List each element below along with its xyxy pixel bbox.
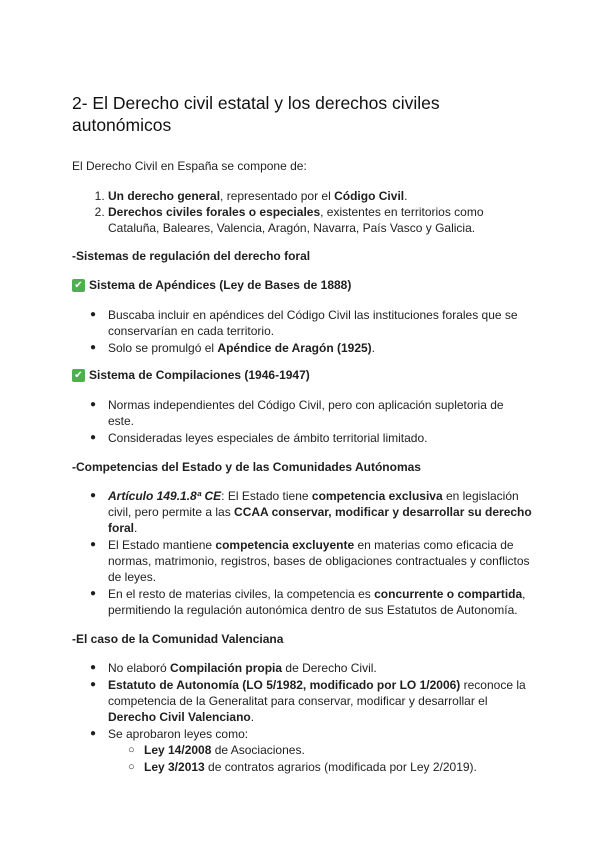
- list-item: ○ Ley 14/2008 de Asociaciones.: [128, 743, 305, 757]
- list-item: ● Consideradas leyes especiales de ámbito territorial limitado.: [90, 431, 428, 445]
- appendix-bullets: [72, 307, 532, 356]
- list-item: ● El Estado mantiene competencia excluyente en materias como eficacia de normas, matrimonio, registros, bases de obligaciones contractuales y conflictos de leyes.: [90, 538, 530, 584]
- bullet-icon: ●: [90, 309, 97, 320]
- list-item: 2. Derechos civiles forales o especiales, existentes en territorios como Cataluña, Baleares, Valencia, Aragón, Navarra, País Vasco y Galicia.: [108, 204, 532, 236]
- valencia-bullets: [72, 660, 532, 775]
- bullet-icon: ●: [90, 679, 97, 690]
- intro-text: El Derecho Civil en España se compone de:: [72, 159, 307, 173]
- competences-bullets: [72, 488, 532, 618]
- list-item: 1. Un derecho general, representado por el Código Civil.: [108, 188, 532, 204]
- page-title: 2- El Derecho civil estatal y los derechos civiles autonómicos: [72, 93, 440, 135]
- compilation-bullets: [72, 397, 532, 446]
- circle-bullet-icon: ○: [128, 744, 135, 756]
- list-item: ● Artículo 149.1.8ª CE: El Estado tiene competencia exclusiva en legislación civil, pero permite a las CCAA conservar, modificar y desarrollar su derecho foral.: [90, 489, 532, 535]
- list-item: ● Normas independientes del Código Civil, pero con aplicación supletoria de este.: [90, 398, 504, 428]
- list-item: ● Solo se promulgó el Apéndice de Aragón (1925).: [90, 341, 376, 355]
- circle-bullet-icon: ○: [128, 761, 135, 773]
- bullet-icon: ●: [90, 490, 97, 501]
- list-item: ● Estatuto de Autonomía (LO 5/1982, modificado por LO 1/2006) reconoce la competencia de la Generalitat para conservar, modificar y desarrollar el Derecho Civil Valenciano.: [90, 678, 526, 724]
- section-heading-foral: -Sistemas de regulación del derecho foral: [72, 249, 311, 263]
- bullet-icon: ●: [90, 662, 97, 673]
- list-item: ● Buscaba incluir en apéndices del Código Civil las instituciones forales que se conservarían en cada territorio.: [90, 308, 518, 338]
- check-icon: ✔: [72, 279, 85, 292]
- list-item: ● Se aprobaron leyes como: ○ Ley 14/2008 de Asociaciones. ○ Ley 3/2013 de contratos agrarios (modificada por Ley 2/2019).: [108, 726, 532, 775]
- list-item: ○ Ley 3/2013 de contratos agrarios (modificada por Ley 2/2019).: [128, 760, 477, 774]
- laws-sublist: [108, 742, 532, 775]
- components-list: [72, 188, 532, 236]
- bullet-icon: ●: [90, 728, 97, 739]
- bullet-icon: ●: [90, 342, 97, 353]
- subheading-compilation-system: ✔ Sistema de Compilaciones (1946-1947): [72, 367, 532, 383]
- bullet-icon: ●: [90, 588, 97, 599]
- list-item: ● No elaboró Compilación propia de Derecho Civil.: [90, 661, 377, 675]
- check-icon: ✔: [72, 369, 85, 382]
- section-heading-competences: -Competencias del Estado y de las Comunidades Autónomas: [72, 460, 421, 474]
- bullet-icon: ●: [90, 432, 97, 443]
- section-heading-valencia: -El caso de la Comunidad Valenciana: [72, 632, 284, 646]
- bullet-icon: ●: [90, 539, 97, 550]
- subheading-appendix-system: ✔ Sistema de Apéndices (Ley de Bases de 1888): [72, 277, 532, 293]
- list-item: ● En el resto de materias civiles, la competencia es concurrente o compartida, permitiendo la regulación autonómica dentro de sus Estatutos de Autonomía.: [90, 587, 526, 617]
- document-page: [72, 92, 532, 776]
- bullet-icon: ●: [90, 399, 97, 410]
